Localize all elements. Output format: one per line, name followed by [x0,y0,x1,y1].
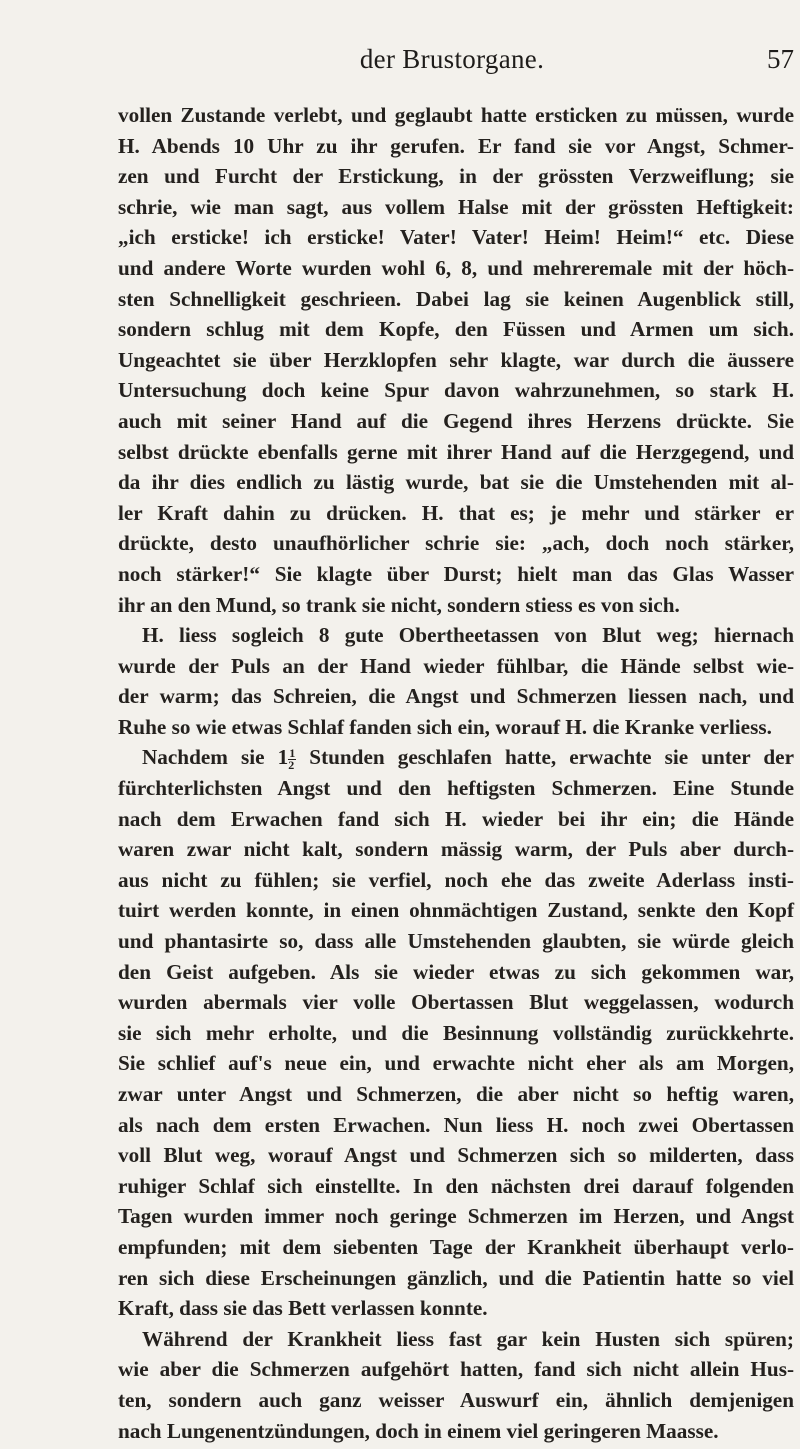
text-line: selbst drückte ebenfalls gerne mit ihrer Hand auf die Herzgegend, und [118,439,794,464]
text-line: zen und Furcht der Erstickung, in der grössten Verzweiflung; sie [118,164,794,189]
paragraph [118,100,794,620]
text-line: Nachdem sie 1 $\frac{1}{2}$ Stunden geschlafen hatte, erwachte sie unter der [142,745,794,773]
text-line: empfunden; mit dem siebenten Tage der Krankheit überhaupt verlo- [118,1234,794,1259]
text-line: Kraft, dass sie das Bett verlassen konnte. [118,1296,488,1321]
text-line: noch stärker!“ Sie klagte über Durst; hielt man das Glas Wasser [118,561,794,586]
running-title: der Brustorgane. [359,44,545,74]
text-line: sten Schnelligkeit geschrieen. Dabei lag sie keinen Augenblick still, [118,286,794,311]
text-line: nach dem Erwachen fand sich H. wieder bei ihr ein; die Hände [118,806,794,831]
body-text [118,100,794,1446]
text-line: vollen Zustande verlebt, und geglaubt hatte ersticken zu müssen, wurde [118,103,794,127]
text-line: nach Lungenentzündungen, doch in einem viel geringeren Maasse. [118,1418,719,1443]
text-line: aus nicht zu fühlen; sie verfiel, noch ehe das zweite Aderlass insti- [118,867,794,892]
text-line: Ungeachtet sie über Herzklopfen sehr klagte, war durch die äussere [118,347,794,372]
paragraph [118,620,794,742]
text-line: H. Abends 10 Uhr zu ihr gerufen. Er fand sie vor Angst, Schmer- [118,133,794,158]
text-line: da ihr dies endlich zu lästig wurde, bat sie die Umstehenden mit al- [118,470,794,495]
text-line: ler Kraft dahin zu drücken. H. that es; je mehr und stärker er [118,500,794,525]
text-line: ren sich diese Erscheinungen gänzlich, und die Patientin hatte so viel [118,1265,794,1290]
text-line: zwar unter Angst und Schmerzen, die aber nicht so heftig waren, [118,1082,794,1106]
text-line: Sie schlief auf's neue ein, und erwachte nicht eher als am Morgen, [118,1051,794,1076]
text-line: „ich ersticke! ich ersticke! Vater! Vater! Heim! Heim!“ etc. Diese [118,225,794,250]
text-line: und andere Worte wurden wohl 6, 8, und mehreremale mit der höch- [118,255,794,280]
text-line: als nach dem ersten Erwachen. Nun liess H. noch zwei Obertassen [118,1112,794,1137]
fraction: $\frac{1}{2}$ [288,746,296,773]
text-line: sie sich mehr erholte, und die Besinnung vollständig zurückkehrte. [118,1020,794,1045]
text-line: wie aber die Schmerzen aufgehört hatten, fand sich nicht allein Hus- [118,1357,794,1382]
text-line: wurde der Puls an der Hand wieder fühlbar, die Hände selbst wie- [118,653,794,678]
text-line: tuirt werden konnte, in einen ohnmächtigen Zustand, senkte den Kopf [118,898,794,923]
text-line: Untersuchung doch keine Spur davon wahrzunehmen, so stark H. [118,378,794,403]
text-line: auch mit seiner Hand auf die Gegend ihres Herzens drückte. Sie [118,408,794,433]
text-line: ruhiger Schlaf sich einstellte. In den nächsten drei darauf folgenden [118,1173,794,1198]
paragraph [118,1324,794,1446]
text-line: Ruhe so wie etwas Schlaf fanden sich ein, worauf H. die Kranke verliess. [118,714,772,739]
text-line: drückte, desto unaufhörlicher schrie sie: „ach, doch noch stärker, [118,531,794,556]
text-line: voll Blut weg, worauf Angst und Schmerzen sich so milderten, dass [118,1143,794,1168]
text-line: schrie, wie man sagt, aus vollem Halse mit der grössten Heftigkeit: [118,194,794,219]
page-header [110,44,794,84]
text-line: H. liess sogleich 8 gute Obertheetassen von Blut weg; hiernach [142,623,794,648]
text-line: sondern schlug mit dem Kopfe, den Füssen und Armen um sich. [118,317,794,342]
text-line: ten, sondern auch ganz weisser Auswurf ein, ähnlich demjenigen [118,1387,794,1412]
text-line: Während der Krankheit liess fast gar kein Husten sich spüren; [142,1326,794,1351]
text-line: und phantasirte so, dass alle Umstehenden glaubten, sie würde gleich [118,929,794,954]
text-line: der warm; das Schreien, die Angst und Schmerzen liessen nach, und [118,684,794,709]
page-number: 57 [767,44,794,74]
text-line: Tagen wurden immer noch geringe Schmerzen im Herzen, und Angst [118,1204,794,1229]
text-line: ihr an den Mund, so trank sie nicht, sondern stiess es von sich. [118,592,680,617]
text-line: wurden abermals vier volle Obertassen Blut weggelassen, wodurch [118,990,794,1015]
paragraph [118,742,794,1323]
text-line: den Geist aufgeben. Als sie wieder etwas zu sich gekommen war, [118,959,794,984]
text-line: waren zwar nicht kalt, sondern mässig warm, der Puls aber durch- [118,837,794,862]
text-line: fürchterlichsten Angst und den heftigsten Schmerzen. Eine Stunde [118,776,794,801]
